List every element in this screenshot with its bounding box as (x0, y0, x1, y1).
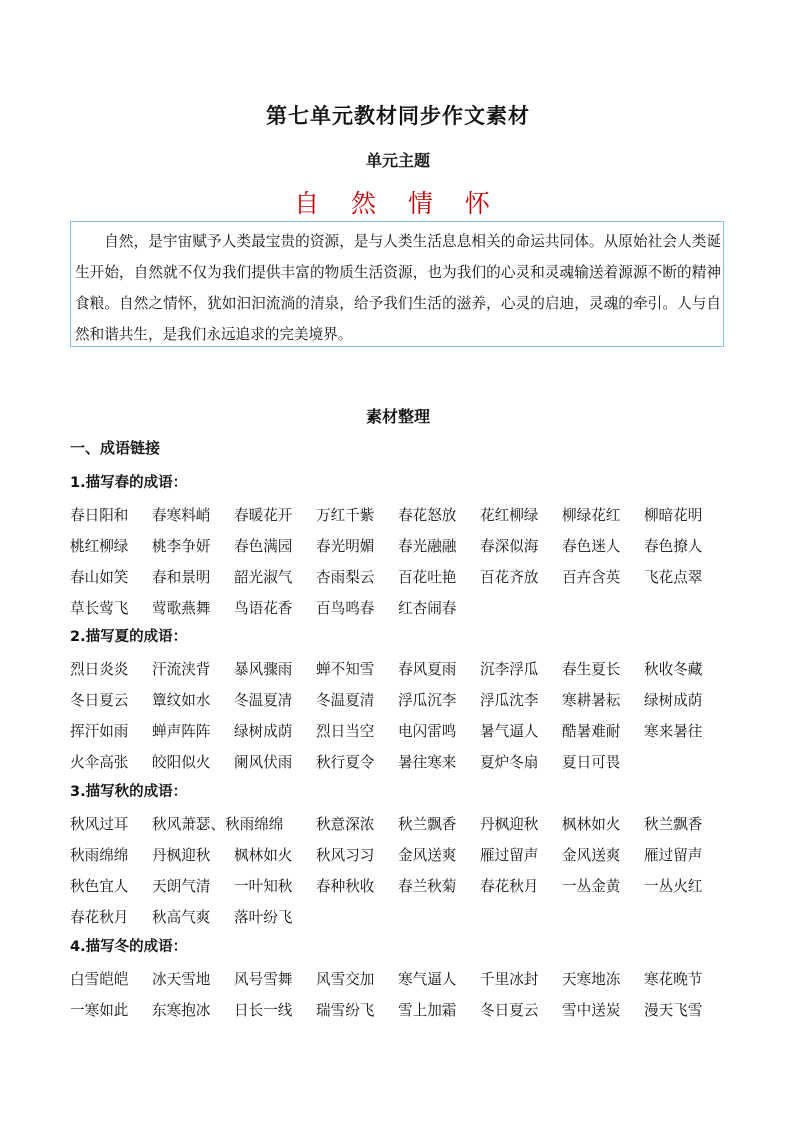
idiom-item: 东寒抱冰 (152, 1002, 211, 1019)
idiom-item: 暴风骤雨 (234, 661, 293, 678)
idiom-item: 春花秋月 (480, 878, 539, 895)
idiom-item: 冰天雪地 (152, 971, 211, 988)
idiom-item: 一丛火红 (644, 878, 703, 895)
idiom-item: 红杏闹春 (398, 600, 457, 617)
idiom-item: 柳绿花红 (562, 507, 621, 524)
idiom-item: 一丛金黄 (562, 878, 621, 895)
idiom-grid (70, 499, 726, 623)
idiom-item: 春色撩人 (644, 538, 703, 555)
idiom-item: 春深似海 (480, 538, 539, 555)
idiom-item: 秋意深浓 (316, 816, 375, 833)
idiom-item: 丹枫迎秋 (480, 816, 539, 833)
idiom-item: 春兰秋菊 (398, 878, 457, 895)
idiom-item: 秋兰飘香 (644, 816, 703, 833)
idiom-item: 天寒地冻 (562, 971, 621, 988)
idiom-item: 暑气逼人 (480, 723, 539, 740)
idiom-item: 柳暗花明 (644, 507, 703, 524)
idiom-item: 暑往寒来 (398, 754, 457, 771)
idiom-item: 万红千紫 (316, 507, 375, 524)
page-title: 第七单元教材同步作文素材 (266, 104, 530, 128)
section-title: 素材整理 (365, 407, 430, 426)
category-winter (70, 932, 726, 1025)
idiom-item: 雁过留声 (480, 847, 539, 864)
idiom-item: 电闪雷鸣 (398, 723, 457, 740)
idiom-item: 冬温夏凊 (234, 692, 293, 709)
idiom-item: 烈日当空 (316, 723, 375, 740)
idiom-item: 寒来暑往 (644, 723, 703, 740)
idiom-item: 火伞高张 (70, 754, 129, 771)
idiom-item: 春花秋月 (70, 909, 129, 926)
intro-paragraph: 自然，是宇宙赋予人类最宝贵的资源，是与人类生活息息相关的命运共同体。从原始社会人类诞生开始，自然就不仅为我们提供丰富的物质生活资源，也为我们的心灵和灵魂输送着源源不断的精神食粮。自然之情怀，犹如汩汩流淌的清泉，给予我们生活的滋养，心灵的启迪，灵魂的牵引。人与自然和谐共生，是我们永远追求的完美境界。 (75, 233, 721, 343)
idiom-item: 寒气逼人 (398, 971, 457, 988)
category-spring (70, 468, 726, 623)
category-autumn (70, 777, 726, 932)
idiom-item: 杏雨梨云 (316, 569, 375, 586)
idiom-item: 绿树成荫 (234, 723, 293, 740)
idiom-grid (70, 653, 726, 777)
part-heading: 一、成语链接 (70, 439, 161, 457)
intro-box (70, 221, 724, 347)
idiom-item: 枫林如火 (562, 816, 621, 833)
idiom-item: 秋雨绵绵 (70, 847, 129, 864)
idiom-item: 春寒料峭 (152, 507, 211, 524)
idiom-item: 浮瓜沈李 (480, 692, 539, 709)
idiom-item: 韶光淑气 (234, 569, 293, 586)
idiom-item: 春光融融 (398, 538, 457, 555)
idiom-item: 草长莺飞 (70, 600, 129, 617)
idiom-item: 雁过留声 (644, 847, 703, 864)
category-heading: 1.描写春的成语： (70, 475, 188, 491)
idiom-item: 春和景明 (152, 569, 211, 586)
idiom-item: 雪上加霜 (398, 1002, 457, 1019)
idiom-item: 阑风伏雨 (234, 754, 293, 771)
idiom-item: 金风送爽 (398, 847, 457, 864)
idiom-grid (70, 808, 726, 932)
idiom-item: 桃李争妍 (152, 538, 211, 555)
idiom-item: 秋高气爽 (152, 909, 211, 926)
category-summer (70, 622, 726, 777)
idiom-item: 一寒如此 (70, 1002, 129, 1019)
idiom-item: 风号雪舞 (234, 971, 293, 988)
idiom-item: 寒耕暑耘 (562, 692, 621, 709)
idiom-item: 皎阳似火 (152, 754, 211, 771)
idiom-item: 春风夏雨 (398, 661, 457, 678)
idiom-item: 瑞雪纷飞 (316, 1002, 375, 1019)
idiom-item: 秋兰飘香 (398, 816, 457, 833)
idiom-item: 漫天飞雪 (644, 1002, 703, 1019)
idiom-item: 汗流浃背 (152, 661, 211, 678)
idiom-item: 千里冰封 (480, 971, 539, 988)
idiom-item: 桃红柳绿 (70, 538, 129, 555)
idiom-item: 蝉声阵阵 (152, 723, 211, 740)
idiom-item: 莺歌燕舞 (152, 600, 211, 617)
idiom-item: 天朗气清 (152, 878, 211, 895)
idiom-item: 烈日炎炎 (70, 661, 129, 678)
idiom-item: 落叶纷飞 (234, 909, 293, 926)
idiom-item: 挥汗如雨 (70, 723, 129, 740)
idiom-item: 寒花晚节 (644, 971, 703, 988)
idiom-item: 飞花点翠 (644, 569, 703, 586)
idiom-item: 春色迷人 (562, 538, 621, 555)
idiom-item: 春光明媚 (316, 538, 375, 555)
idiom-item: 百花齐放 (480, 569, 539, 586)
idiom-item: 冬温夏清 (316, 692, 375, 709)
idiom-item: 花红柳绿 (480, 507, 539, 524)
idiom-item: 丹枫迎秋 (152, 847, 211, 864)
idiom-item: 枫林如火 (234, 847, 293, 864)
idiom-item: 雪中送炭 (562, 1002, 621, 1019)
idiom-item: 冬日夏云 (480, 1002, 539, 1019)
category-heading: 2.描写夏的成语： (70, 629, 188, 645)
idiom-item: 百花吐艳 (398, 569, 457, 586)
idiom-item: 秋色宜人 (70, 878, 129, 895)
idiom-item: 绿树成荫 (644, 692, 703, 709)
idiom-item: 酷暑难耐 (562, 723, 621, 740)
idiom-item: 春生夏长 (562, 661, 621, 678)
idiom-item: 秋风萧瑟、秋雨绵绵 (152, 816, 284, 833)
theme-name: 自 然 情 怀 (294, 189, 502, 218)
idiom-item: 一叶知秋 (234, 878, 293, 895)
idiom-item: 冬日夏云 (70, 692, 129, 709)
idiom-item: 春种秋收 (316, 878, 375, 895)
idiom-item: 秋行夏令 (316, 754, 375, 771)
idiom-item: 秋收冬藏 (644, 661, 703, 678)
idiom-item: 百鸟鸣春 (316, 600, 375, 617)
unit-theme-label: 单元主题 (365, 151, 430, 170)
category-heading: 3.描写秋的成语： (70, 784, 188, 800)
idiom-item: 白雪皑皑 (70, 971, 129, 988)
idiom-item: 簟纹如水 (152, 692, 211, 709)
idiom-grid (70, 963, 726, 1025)
idiom-item: 风雪交加 (316, 971, 375, 988)
idiom-item: 浮瓜沉李 (398, 692, 457, 709)
idiom-item: 夏炉冬扇 (480, 754, 539, 771)
idiom-item: 春暖花开 (234, 507, 293, 524)
idiom-item: 蝉不知雪 (316, 661, 375, 678)
idiom-item: 百卉含英 (562, 569, 621, 586)
idiom-item: 夏日可畏 (562, 754, 621, 771)
idiom-item: 春色满园 (234, 538, 293, 555)
idiom-item: 春山如笑 (70, 569, 129, 586)
category-heading: 4.描写冬的成语： (70, 939, 188, 955)
idiom-item: 秋风过耳 (70, 816, 129, 833)
idiom-item: 春花怒放 (398, 507, 457, 524)
idiom-item: 秋风习习 (316, 847, 375, 864)
idiom-item: 春日阳和 (70, 507, 129, 524)
idiom-item: 日长一线 (234, 1002, 293, 1019)
idiom-item: 沉李浮瓜 (480, 661, 539, 678)
idiom-item: 鸟语花香 (234, 600, 293, 617)
idiom-item: 金风送爽 (562, 847, 621, 864)
